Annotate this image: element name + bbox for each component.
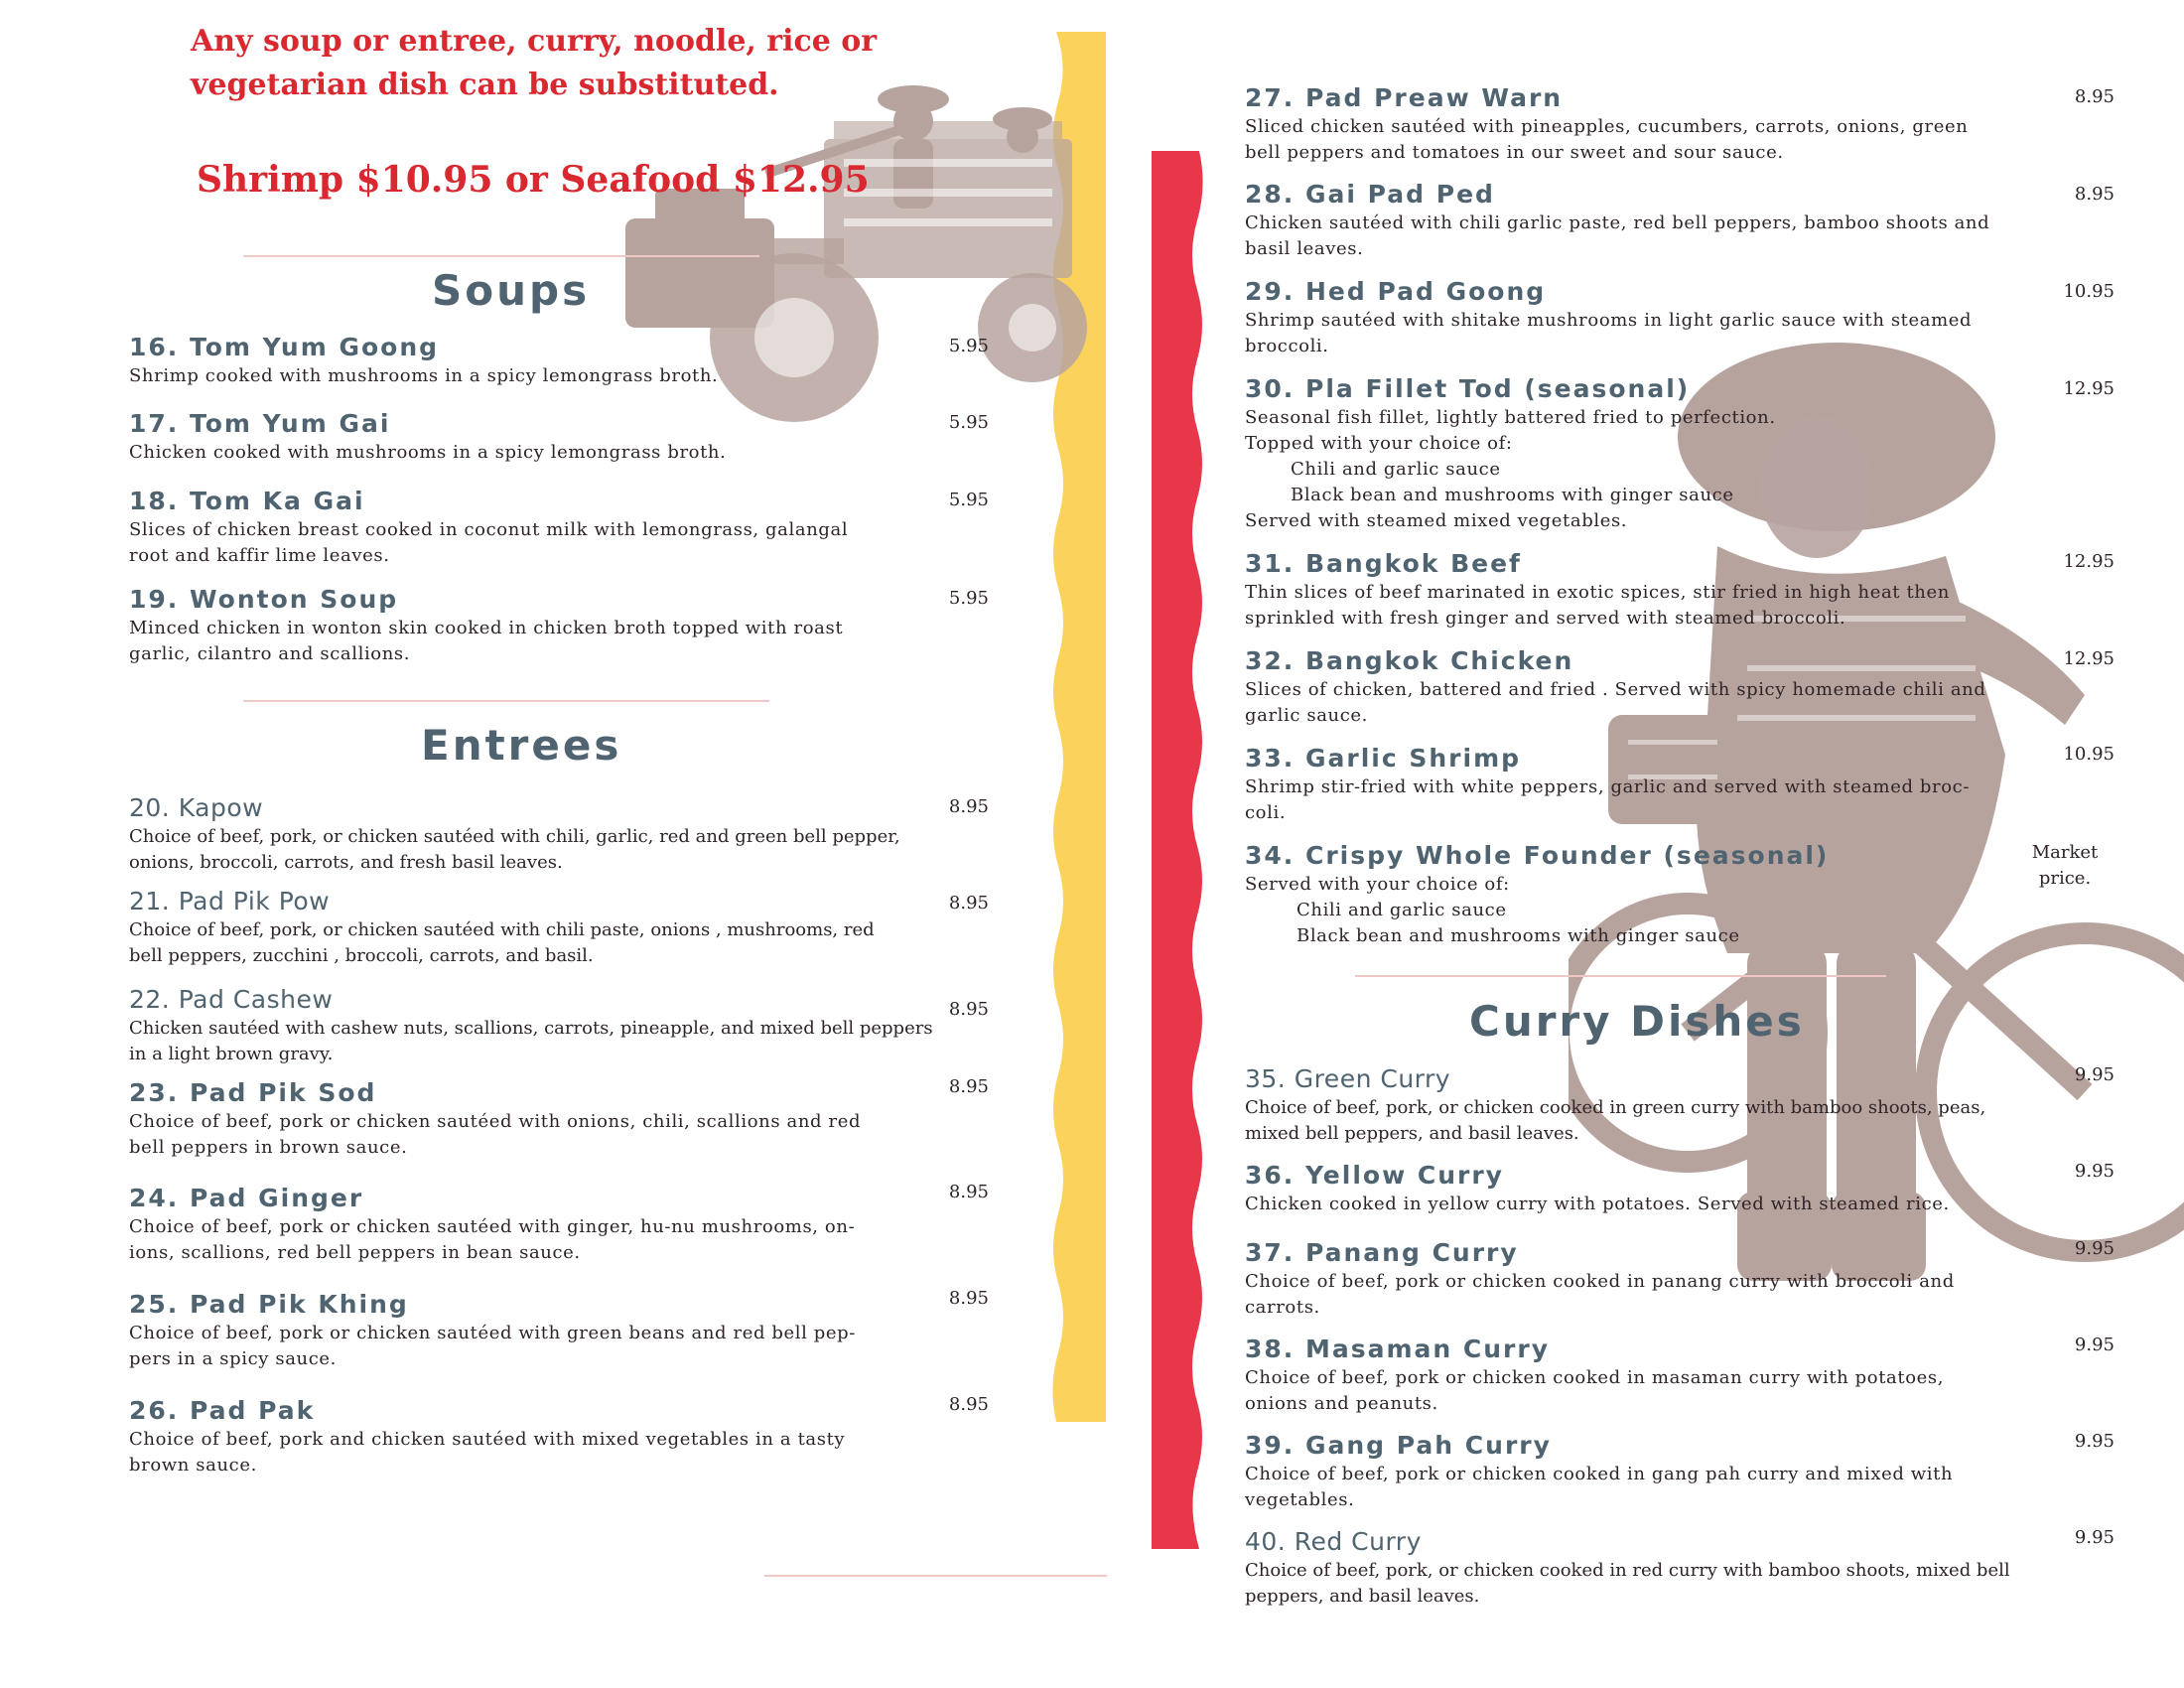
item-name: 32. Bangkok Chicken	[1245, 646, 1574, 675]
menu-item	[1245, 179, 1989, 262]
item-name: 19. Wonton Soup	[129, 585, 399, 614]
item-description	[129, 1321, 856, 1372]
item-name: 33. Garlic Shrimp	[1245, 744, 1522, 773]
item-description	[1245, 1192, 1950, 1217]
sauce-option: Chili and garlic sauce	[1291, 459, 1501, 480]
item-price: 8.95	[948, 999, 989, 1020]
desc-line: Shrimp stir-fried with white peppers, garlic and served with steamed broc-	[1245, 776, 1971, 797]
item-name: 36. Yellow Curry	[1245, 1161, 1504, 1190]
item-name: 39. Gang Pah Curry	[1245, 1431, 1552, 1460]
desc-line: Choice of beef, pork or chicken sautéed with onions, chili, scallions and red	[129, 1111, 862, 1132]
desc-line: Choice of beef, pork or chicken cooked in panang curry with broccoli and	[1245, 1271, 1955, 1292]
notice-line-1: Any soup or entree, curry, noodle, rice or	[191, 24, 878, 59]
item-name: 37. Panang Curry	[1245, 1238, 1519, 1267]
item-price: 10.95	[2063, 281, 2115, 302]
menu-item	[1245, 1160, 1950, 1217]
item-name: 23. Pad Pik Sod	[129, 1078, 377, 1107]
item-price: 12.95	[2063, 551, 2115, 572]
menu-item	[1245, 743, 1970, 826]
desc-line: onions, broccoli, carrots, and fresh basil leaves.	[129, 852, 563, 873]
desc-line: mixed bell peppers, and basil leaves.	[1245, 1123, 1579, 1144]
section-title-curry: Curry Dishes	[1469, 997, 1805, 1046]
desc-line: Sliced chicken sautéed with pineapples, cucumbers, carrots, onions, green	[1245, 116, 1969, 137]
desc-line: bell peppers in brown sauce.	[129, 1137, 408, 1158]
sauce-option: Black bean and mushrooms with ginger sauce	[1291, 485, 1734, 505]
desc-line: Shrimp cooked with mushrooms in a spicy lemongrass broth.	[129, 365, 719, 386]
desc-line: vegetables.	[1245, 1489, 1355, 1510]
desc-line: Choice of beef, pork or chicken sautéed with green beans and red bell pep-	[129, 1323, 856, 1343]
desc-line: Choice of beef, pork, or chicken sautéed with chili, garlic, red and green bell pepper,	[129, 826, 900, 847]
desc-line: in a light brown gravy.	[129, 1044, 334, 1064]
item-description	[1245, 677, 1985, 729]
desc-line: Minced chicken in wonton skin cooked in chicken broth topped with roast	[129, 618, 844, 638]
item-description	[1245, 405, 1776, 534]
menu-item	[1245, 840, 1829, 949]
menu-item	[1245, 373, 1776, 534]
menu-item	[129, 1395, 845, 1478]
item-description	[1245, 1269, 1955, 1321]
divider	[243, 255, 759, 257]
desc-line: Seasonal fish fillet, lightly battered fried to perfection.	[1245, 407, 1776, 428]
item-price: 8.95	[948, 1076, 989, 1097]
substitution-price-line: Shrimp $10.95 or Seafood $12.95	[197, 159, 870, 201]
menu-item	[1245, 276, 1972, 359]
item-description	[1245, 872, 1829, 949]
item-price: 5.95	[948, 412, 989, 433]
desc-line: brown sauce.	[129, 1455, 257, 1476]
item-price: 9.95	[2074, 1161, 2115, 1182]
desc-line: Choice of beef, pork, or chicken cooked in green curry with bamboo shoots, peas,	[1245, 1097, 1986, 1118]
item-price: 9.95	[2074, 1431, 2115, 1452]
menu-item	[129, 584, 843, 667]
item-price-market	[2015, 840, 2115, 892]
item-price: 9.95	[2074, 1064, 2115, 1085]
market-price-line: Market	[2031, 842, 2099, 863]
item-price: 8.95	[948, 893, 989, 914]
item-name: 26. Pad Pak	[129, 1396, 316, 1425]
section-title-entrees: Entrees	[421, 721, 622, 770]
sauce-option: Black bean and mushrooms with ginger sauce	[1297, 925, 1740, 946]
desc-line: Chicken cooked with mushrooms in a spicy lemongrass broth.	[129, 442, 727, 463]
item-price: 8.95	[948, 1394, 989, 1415]
item-name: 38. Masaman Curry	[1245, 1335, 1551, 1363]
market-price-line: price.	[2038, 868, 2092, 889]
desc-line: Choice of beef, pork or chicken cooked in gang pah curry and mixed with	[1245, 1464, 1954, 1484]
desc-line: onions and peanuts.	[1245, 1393, 1438, 1414]
item-price: 5.95	[948, 588, 989, 609]
desc-line: Slices of chicken, battered and fried . Served with spicy homemade chili and	[1245, 679, 1986, 700]
item-description	[129, 616, 843, 667]
menu-item	[129, 792, 900, 876]
item-name: 27. Pad Preaw Warn	[1245, 83, 1564, 112]
item-price: 5.95	[948, 490, 989, 510]
desc-line: Choice of beef, pork and chicken sautéed with mixed vegetables in a tasty	[129, 1429, 846, 1450]
item-price: 9.95	[2074, 1335, 2115, 1355]
desc-line: Chicken sautéed with chili garlic paste, red bell peppers, bamboo shoots and	[1245, 212, 1990, 233]
menu-item	[129, 1183, 855, 1266]
item-name: 16. Tom Yum Goong	[129, 333, 440, 361]
desc-line: bell peppers and tomatoes in our sweet and sour sauce.	[1245, 142, 1784, 163]
desc-line: Choice of beef, pork, or chicken cooked in red curry with bamboo shoots, mixed bell	[1245, 1560, 2010, 1581]
menu-item	[1245, 1430, 1953, 1513]
desc-line: carrots.	[1245, 1297, 1320, 1318]
item-name: 29. Hed Pad Goong	[1245, 277, 1547, 306]
desc-line: Thin slices of beef marinated in exotic spices, stir fried in high heat then	[1245, 582, 1950, 603]
substitution-notice	[191, 20, 886, 107]
item-name: 22. Pad Cashew	[129, 985, 334, 1014]
item-name: 31. Bangkok Beef	[1245, 549, 1522, 578]
item-description	[1245, 114, 1968, 166]
menu-item	[129, 408, 726, 466]
item-name: 35. Green Curry	[1245, 1064, 1451, 1093]
desc-line: root and kaffir lime leaves.	[129, 545, 390, 566]
divider	[243, 700, 769, 702]
item-description	[1245, 774, 1970, 826]
item-name: 24. Pad Ginger	[129, 1184, 364, 1212]
item-price: 12.95	[2063, 648, 2115, 669]
item-price: 8.95	[948, 796, 989, 817]
item-name: 30. Pla Fillet Tod (seasonal)	[1245, 374, 1691, 403]
item-description	[1245, 1365, 1944, 1417]
menu-item	[1245, 645, 1985, 729]
desc-line: garlic sauce.	[1245, 705, 1368, 726]
item-price: 10.95	[2063, 744, 2115, 765]
item-description	[1245, 308, 1972, 359]
desc-line: Topped with your choice of:	[1245, 433, 1513, 454]
item-description	[129, 917, 875, 969]
item-description	[1245, 1462, 1953, 1513]
item-price: 8.95	[948, 1182, 989, 1202]
item-description	[1245, 1095, 1985, 1147]
desc-line: pers in a spicy sauce.	[129, 1348, 337, 1369]
desc-line: sprinkled with fresh ginger and served with steamed broccoli.	[1245, 608, 1846, 629]
item-description	[1245, 580, 1950, 632]
item-description	[129, 363, 718, 389]
desc-line: Choice of beef, pork, or chicken sautéed with chili paste, onions , mushrooms, red	[129, 919, 875, 940]
divider	[1355, 975, 1886, 977]
menu-item	[129, 1077, 861, 1161]
desc-line: Served with your choice of:	[1245, 874, 1510, 895]
menu-item	[129, 332, 718, 389]
desc-line: ions, scallions, red bell peppers in bean sauce.	[129, 1242, 581, 1263]
item-description	[129, 1427, 845, 1478]
item-description	[129, 1109, 861, 1161]
item-price: 9.95	[2074, 1527, 2115, 1548]
desc-line: peppers, and basil leaves.	[1245, 1586, 1480, 1607]
desc-line: Chicken sautéed with cashew nuts, scallions, carrots, pineapple, and mixed bell peppers	[129, 1018, 933, 1039]
menu-item	[1245, 548, 1950, 632]
notice-line-2: vegetarian dish can be substituted.	[191, 68, 779, 102]
section-title-soups: Soups	[432, 266, 591, 315]
item-name: 21. Pad Pik Pow	[129, 887, 331, 915]
item-description	[1245, 211, 1989, 262]
desc-line: Served with steamed mixed vegetables.	[1245, 510, 1628, 531]
menu-item	[129, 886, 875, 969]
desc-line: Choice of beef, pork or chicken cooked in masaman curry with potatoes,	[1245, 1367, 1945, 1388]
item-name: 40. Red Curry	[1245, 1527, 1422, 1556]
item-description	[129, 1016, 933, 1067]
desc-line: broccoli.	[1245, 336, 1329, 356]
item-name: 20. Kapow	[129, 793, 264, 822]
menu-item	[1245, 82, 1968, 166]
item-price: 8.95	[2074, 86, 2115, 107]
item-price: 12.95	[2063, 378, 2115, 399]
desc-line: basil leaves.	[1245, 238, 1364, 259]
sauce-option: Chili and garlic sauce	[1297, 900, 1507, 920]
item-name: 17. Tom Yum Gai	[129, 409, 391, 438]
item-name: 34. Crispy Whole Founder (seasonal)	[1245, 841, 1830, 870]
menu-item	[1245, 1526, 2010, 1610]
menu-item	[129, 486, 848, 569]
item-description	[129, 440, 726, 466]
menu-item	[1245, 1237, 1955, 1321]
desc-line: Chicken cooked in yellow curry with potatoes. Served with steamed rice.	[1245, 1194, 1950, 1214]
desc-line: Choice of beef, pork or chicken sautéed with ginger, hu-nu mushrooms, on-	[129, 1216, 856, 1237]
desc-line: Shrimp sautéed with shitake mushrooms in light garlic sauce with steamed	[1245, 310, 1973, 331]
item-description	[129, 517, 848, 569]
item-price: 8.95	[2074, 184, 2115, 205]
menu-item	[129, 1289, 856, 1372]
divider	[764, 1575, 1107, 1577]
item-name: 25. Pad Pik Khing	[129, 1290, 409, 1319]
item-name: 18. Tom Ka Gai	[129, 487, 365, 515]
menu-item	[129, 984, 933, 1067]
item-description	[129, 824, 900, 876]
item-price: 9.95	[2074, 1238, 2115, 1259]
desc-line: bell peppers, zucchini , broccoli, carrots, and basil.	[129, 945, 594, 966]
desc-line: garlic, cilantro and scallions.	[129, 643, 411, 664]
item-description	[1245, 1558, 2010, 1610]
item-price: 5.95	[948, 336, 989, 356]
menu-item	[1245, 1063, 1985, 1147]
menu-item	[1245, 1334, 1944, 1417]
item-description	[129, 1214, 855, 1266]
item-price: 8.95	[948, 1288, 989, 1309]
desc-line: coli.	[1245, 802, 1287, 823]
desc-line: Slices of chicken breast cooked in coconut milk with lemongrass, galangal	[129, 519, 849, 540]
item-name: 28. Gai Pad Ped	[1245, 180, 1495, 209]
